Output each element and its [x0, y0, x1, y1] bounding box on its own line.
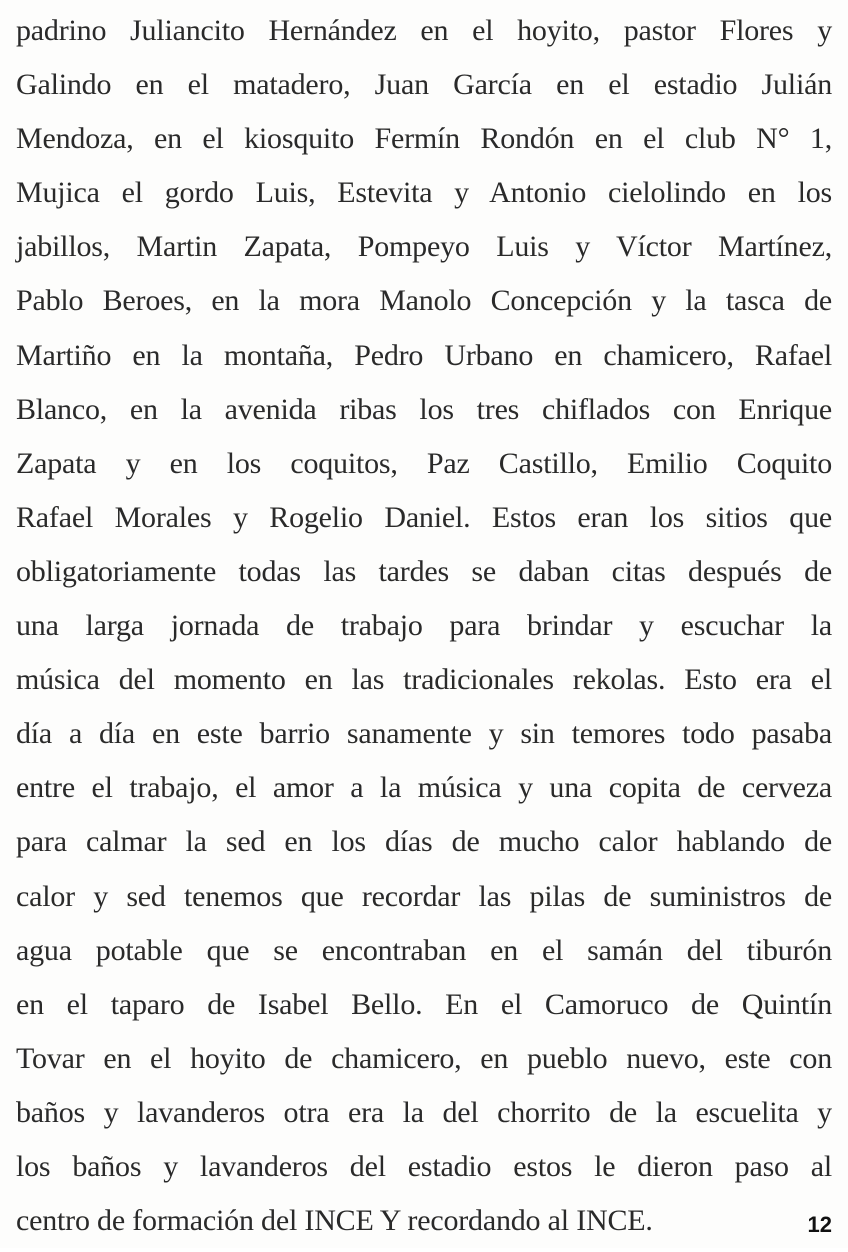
text-line: Martiño en la montaña, Pedro Urbano en chamicero, Rafael	[16, 338, 832, 372]
text-line: jabillos, Martin Zapata, Pompeyo Luis y Víctor Martínez,	[16, 230, 832, 264]
text-line: centro de formación del INCE Y recordando al INCE.	[16, 1204, 653, 1238]
text-line: Rafael Morales y Rogelio Daniel. Estos eran los sitios que	[16, 500, 832, 534]
text-line: en el taparo de Isabel Bello. En el Camoruco de Quintín	[16, 987, 832, 1021]
text-line: música del momento en las tradicionales rekolas. Esto era el	[16, 663, 832, 697]
page-number: 12	[807, 1212, 832, 1237]
text-line: para calmar la sed en los días de mucho calor hablando de	[16, 825, 832, 859]
text-line: Blanco, en la avenida ribas los tres chiflados con Enrique	[16, 392, 832, 426]
text-line: Zapata y en los coquitos, Paz Castillo, Emilio Coquito	[16, 446, 832, 480]
text-line: Pablo Beroes, en la mora Manolo Concepción y la tasca de	[16, 284, 832, 318]
text-line: obligatoriamente todas las tardes se daban citas después de	[16, 554, 832, 588]
text-line: Mujica el gordo Luis, Estevita y Antonio cielolindo en los	[16, 176, 832, 210]
text-line: calor y sed tenemos que recordar las pilas de suministros de	[16, 879, 832, 913]
text-line: padrino Juliancito Hernández en el hoyito, pastor Flores y	[16, 14, 832, 47]
text-line: Galindo en el matadero, Juan García en el estadio Julián	[16, 68, 832, 102]
body-text	[16, 8, 832, 1252]
text-line: una larga jornada de trabajo para brindar y escuchar la	[16, 609, 832, 643]
text-line: Tovar en el hoyito de chamicero, en pueblo nuevo, este con	[16, 1041, 832, 1075]
text-line: entre el trabajo, el amor a la música y una copita de cerveza	[16, 771, 832, 805]
text-line: Mendoza, en el kiosquito Fermín Rondón en el club N° 1,	[16, 122, 832, 156]
text-line: baños y lavanderos otra era la del chorrito de la escuelita y	[16, 1095, 832, 1129]
text-line: los baños y lavanderos del estadio estos le dieron paso al	[16, 1149, 832, 1183]
text-line: día a día en este barrio sanamente y sin temores todo pasaba	[16, 717, 832, 751]
text-line: agua potable que se encontraban en el samán del tiburón	[16, 933, 832, 967]
